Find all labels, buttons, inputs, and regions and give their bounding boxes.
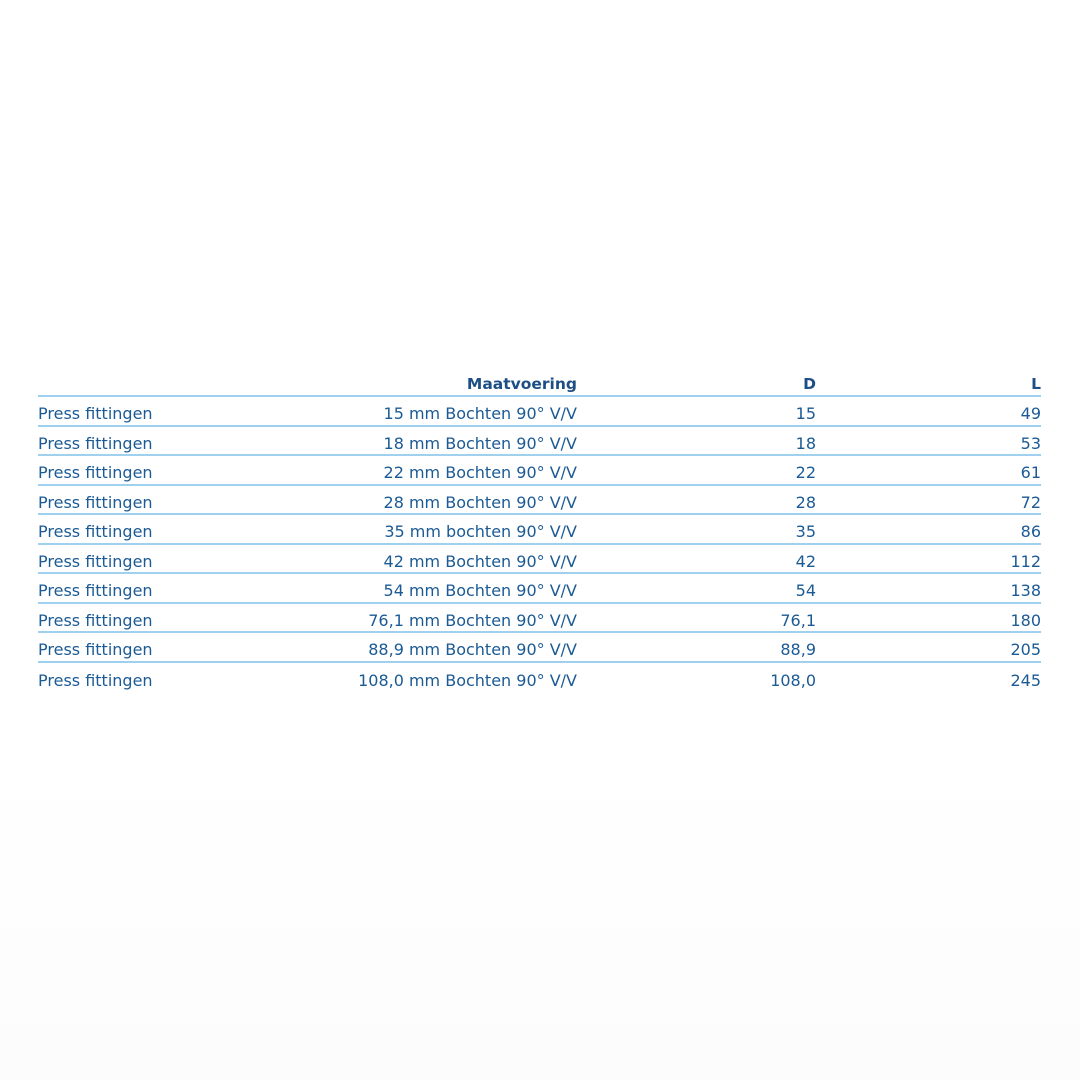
- cell-product: Press fittingen: [38, 522, 153, 542]
- cell-product: Press fittingen: [38, 463, 153, 483]
- cell-maatvoering: 76,1 mm Bochten 90° V/V: [368, 610, 577, 630]
- table-row: [38, 427, 1041, 457]
- cell-d: 28: [795, 492, 816, 512]
- cell-product: Press fittingen: [38, 404, 153, 424]
- cell-d: 54: [795, 581, 816, 601]
- cell-l: 49: [1020, 404, 1041, 424]
- cell-d: 18: [795, 433, 816, 453]
- table-row: [38, 545, 1041, 575]
- table-row: [38, 663, 1041, 693]
- cell-d: 22: [795, 463, 816, 483]
- cell-d: 15: [795, 404, 816, 424]
- cell-l: 245: [1010, 670, 1041, 690]
- cell-product: Press fittingen: [38, 433, 153, 453]
- cell-product: Press fittingen: [38, 551, 153, 571]
- table-row: [38, 633, 1041, 663]
- cell-l: 61: [1020, 463, 1041, 483]
- cell-product: Press fittingen: [38, 670, 153, 690]
- cell-maatvoering: 22 mm Bochten 90° V/V: [383, 463, 577, 483]
- cell-maatvoering: 108,0 mm Bochten 90° V/V: [358, 670, 577, 690]
- header-d: D: [803, 374, 816, 393]
- cell-d: 76,1: [780, 610, 816, 630]
- cell-l: 180: [1010, 610, 1041, 630]
- cell-maatvoering: 18 mm Bochten 90° V/V: [383, 433, 577, 453]
- table-row: [38, 515, 1041, 545]
- table-row: [38, 397, 1041, 427]
- cell-maatvoering: 88,9 mm Bochten 90° V/V: [368, 640, 577, 660]
- cell-l: 53: [1020, 433, 1041, 453]
- cell-d: 88,9: [780, 640, 816, 660]
- cell-d: 35: [795, 522, 816, 542]
- cell-l: 138: [1010, 581, 1041, 601]
- header-l: L: [1031, 374, 1041, 393]
- cell-maatvoering: 42 mm Bochten 90° V/V: [383, 551, 577, 571]
- table-header-row: [38, 368, 1041, 397]
- cell-product: Press fittingen: [38, 581, 153, 601]
- cell-d: 108,0: [770, 670, 816, 690]
- spec-table: [38, 368, 1041, 692]
- table-row: [38, 604, 1041, 634]
- table-row: [38, 486, 1041, 516]
- cell-l: 72: [1020, 492, 1041, 512]
- table-row: [38, 456, 1041, 486]
- cell-d: 42: [795, 551, 816, 571]
- cell-l: 86: [1020, 522, 1041, 542]
- header-product: [38, 368, 288, 397]
- cell-l: 205: [1010, 640, 1041, 660]
- table-row: [38, 574, 1041, 604]
- cell-product: Press fittingen: [38, 640, 153, 660]
- cell-l: 112: [1010, 551, 1041, 571]
- cell-product: Press fittingen: [38, 492, 153, 512]
- cell-maatvoering: 28 mm Bochten 90° V/V: [383, 492, 577, 512]
- cell-maatvoering: 35 mm bochten 90° V/V: [384, 522, 577, 542]
- cell-maatvoering: 15 mm Bochten 90° V/V: [383, 404, 577, 424]
- cell-maatvoering: 54 mm Bochten 90° V/V: [383, 581, 577, 601]
- cell-product: Press fittingen: [38, 610, 153, 630]
- header-maatvoering: Maatvoering: [466, 374, 577, 393]
